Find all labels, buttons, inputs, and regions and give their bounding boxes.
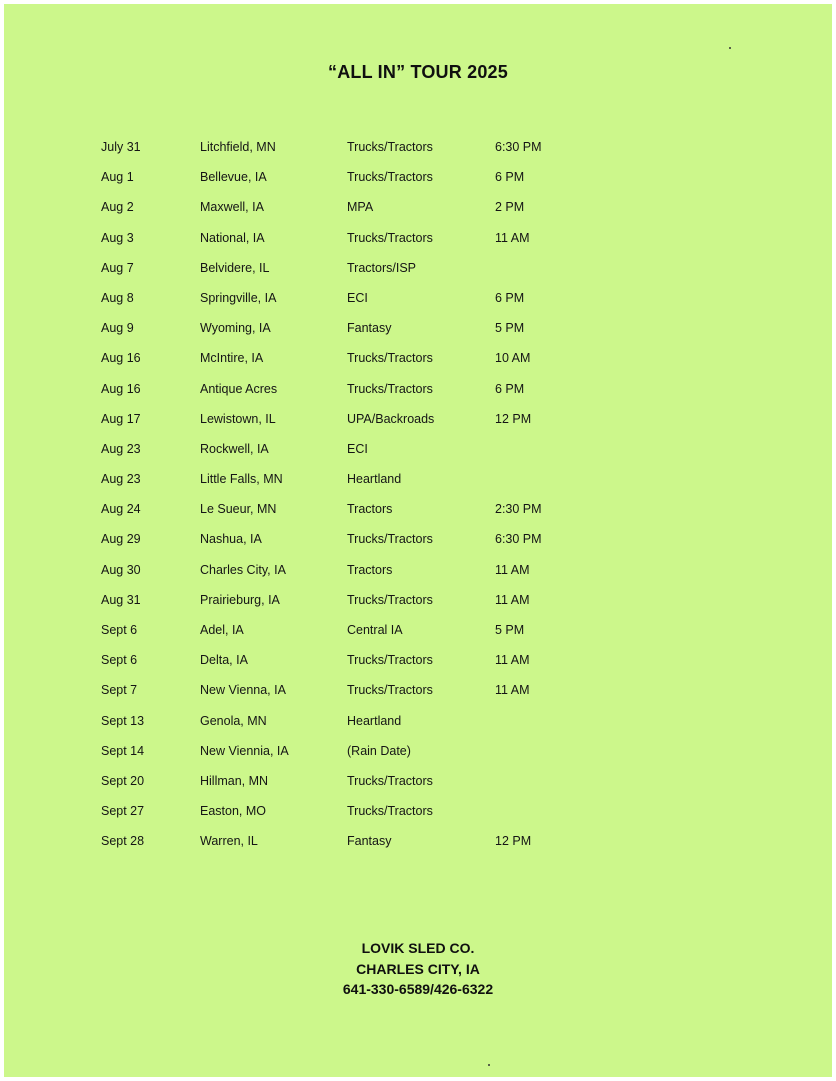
- event-class: ECI: [347, 441, 368, 456]
- event-time: 5 PM: [495, 321, 525, 336]
- event-date: Sept 13: [101, 713, 145, 728]
- event-class: MPA: [347, 200, 374, 215]
- event-time: 11 AM: [495, 592, 530, 607]
- event-class: Trucks/Tractors: [347, 592, 433, 607]
- schedule-row: [4, 645, 832, 675]
- event-class: ECI: [347, 290, 368, 305]
- event-date: Aug 3: [101, 230, 134, 245]
- event-location: Delta, IA: [200, 653, 248, 668]
- schedule-row: [4, 796, 832, 826]
- event-location: Bellevue, IA: [200, 170, 267, 185]
- schedule-row: [4, 374, 832, 404]
- event-date: Aug 9: [101, 321, 134, 336]
- event-date: Aug 7: [101, 260, 134, 275]
- event-date: Aug 17: [101, 411, 141, 426]
- event-time: 11 AM: [495, 653, 530, 668]
- event-location: Nashua, IA: [200, 532, 262, 547]
- event-time: 6 PM: [495, 170, 525, 185]
- event-date: Aug 8: [101, 290, 134, 305]
- event-time: 11 AM: [495, 683, 530, 698]
- event-date: Aug 30: [101, 562, 141, 577]
- tour-schedule: [4, 132, 832, 857]
- event-date: Aug 16: [101, 381, 141, 396]
- event-location: Wyoming, IA: [200, 321, 271, 336]
- event-class: Trucks/Tractors: [347, 804, 433, 819]
- event-location: Le Sueur, MN: [200, 502, 277, 517]
- schedule-row: [4, 343, 832, 373]
- event-date: Aug 16: [101, 351, 141, 366]
- schedule-row: [4, 826, 832, 856]
- schedule-row: [4, 132, 832, 162]
- paper-speck: [729, 47, 731, 49]
- event-location: Warren, IL: [200, 834, 258, 849]
- event-time: 10 AM: [495, 351, 531, 366]
- flyer-title: “ALL IN” TOUR 2025: [328, 62, 508, 82]
- event-date: Sept 7: [101, 683, 138, 698]
- event-class: Trucks/Tractors: [347, 653, 433, 668]
- event-location: Hillman, MN: [200, 773, 269, 788]
- schedule-row: [4, 434, 832, 464]
- event-class: UPA/Backroads: [347, 411, 435, 426]
- event-location: Prairieburg, IA: [200, 592, 280, 607]
- event-class: Trucks/Tractors: [347, 381, 433, 396]
- schedule-row: [4, 192, 832, 222]
- event-location: Belvidere, IL: [200, 260, 270, 275]
- event-class: Trucks/Tractors: [347, 170, 433, 185]
- event-class: Tractors/ISP: [347, 260, 416, 275]
- event-date: Aug 31: [101, 592, 141, 607]
- event-date: Sept 20: [101, 773, 145, 788]
- event-location: Little Falls, MN: [200, 472, 283, 487]
- event-location: New Vienna, IA: [200, 683, 286, 698]
- schedule-row: [4, 404, 832, 434]
- event-location: Litchfield, MN: [200, 140, 276, 154]
- company-city: CHARLES CITY, IA: [356, 960, 480, 977]
- schedule-row: [4, 283, 832, 313]
- event-date: Sept 27: [101, 804, 145, 819]
- event-class: Central IA: [347, 623, 403, 637]
- schedule-row: [4, 464, 832, 494]
- event-class: Tractors: [347, 562, 393, 577]
- event-date: Aug 1: [101, 170, 134, 185]
- event-date: Sept 6: [101, 653, 138, 668]
- event-location: New Viennia, IA: [200, 743, 289, 758]
- event-date: Sept 6: [101, 623, 138, 637]
- event-location: Charles City, IA: [200, 562, 286, 577]
- event-date: Aug 29: [101, 532, 141, 547]
- event-location: Lewistown, IL: [200, 411, 276, 426]
- event-class: Trucks/Tractors: [347, 532, 433, 547]
- event-date: Sept 14: [101, 743, 145, 758]
- schedule-row: [4, 524, 832, 554]
- event-time: 11 AM: [495, 562, 530, 577]
- event-time: 6 PM: [495, 381, 525, 396]
- paper-speck: [488, 1064, 490, 1066]
- event-time: 6:30 PM: [495, 140, 542, 154]
- schedule-row: [4, 706, 832, 736]
- schedule-row: [4, 615, 832, 645]
- event-class: Fantasy: [347, 321, 392, 336]
- event-time: 5 PM: [495, 623, 525, 637]
- event-time: 11 AM: [495, 230, 530, 245]
- schedule-row: [4, 313, 832, 343]
- event-time: 2:30 PM: [495, 502, 542, 517]
- schedule-row: [4, 736, 832, 766]
- event-time: 12 PM: [495, 411, 532, 426]
- event-class: Heartland: [347, 472, 402, 487]
- event-time: 2 PM: [495, 200, 525, 215]
- event-location: Easton, MO: [200, 804, 266, 819]
- event-class: Tractors: [347, 502, 393, 517]
- event-class: Trucks/Tractors: [347, 351, 433, 366]
- schedule-row: [4, 162, 832, 192]
- event-time: 6 PM: [495, 290, 525, 305]
- event-date: Aug 23: [101, 472, 141, 487]
- company-phone: 641-330-6589/426-6322: [342, 981, 494, 997]
- schedule-row: [4, 555, 832, 585]
- event-class: Trucks/Tractors: [347, 230, 433, 245]
- company-info: [4, 938, 832, 1000]
- event-class: Fantasy: [347, 834, 392, 849]
- schedule-row: [4, 585, 832, 615]
- event-time: 6:30 PM: [495, 532, 542, 547]
- schedule-row: [4, 253, 832, 283]
- schedule-row: [4, 675, 832, 705]
- event-date: Sept 28: [101, 834, 145, 849]
- event-date: July 31: [101, 140, 141, 154]
- schedule-row: [4, 766, 832, 796]
- event-time: 12 PM: [495, 834, 532, 849]
- event-location: Rockwell, IA: [200, 441, 269, 456]
- event-class: Trucks/Tractors: [347, 773, 433, 788]
- event-class: Trucks/Tractors: [347, 683, 433, 698]
- event-class: (Rain Date): [347, 743, 411, 758]
- event-location: Adel, IA: [200, 623, 244, 637]
- event-location: Genola, MN: [200, 713, 267, 728]
- event-date: Aug 24: [101, 502, 141, 517]
- event-location: National, IA: [200, 230, 265, 245]
- event-date: Aug 2: [101, 200, 134, 215]
- event-location: Springville, IA: [200, 290, 277, 305]
- event-class: Trucks/Tractors: [347, 140, 433, 154]
- event-location: Maxwell, IA: [200, 200, 264, 215]
- company-name: LOVIK SLED CO.: [361, 940, 475, 956]
- schedule-row: [4, 223, 832, 253]
- flyer-page: [4, 4, 832, 1077]
- event-date: Aug 23: [101, 441, 141, 456]
- schedule-row: [4, 494, 832, 524]
- event-location: Antique Acres: [200, 381, 278, 396]
- event-location: McIntire, IA: [200, 351, 264, 366]
- event-class: Heartland: [347, 713, 402, 728]
